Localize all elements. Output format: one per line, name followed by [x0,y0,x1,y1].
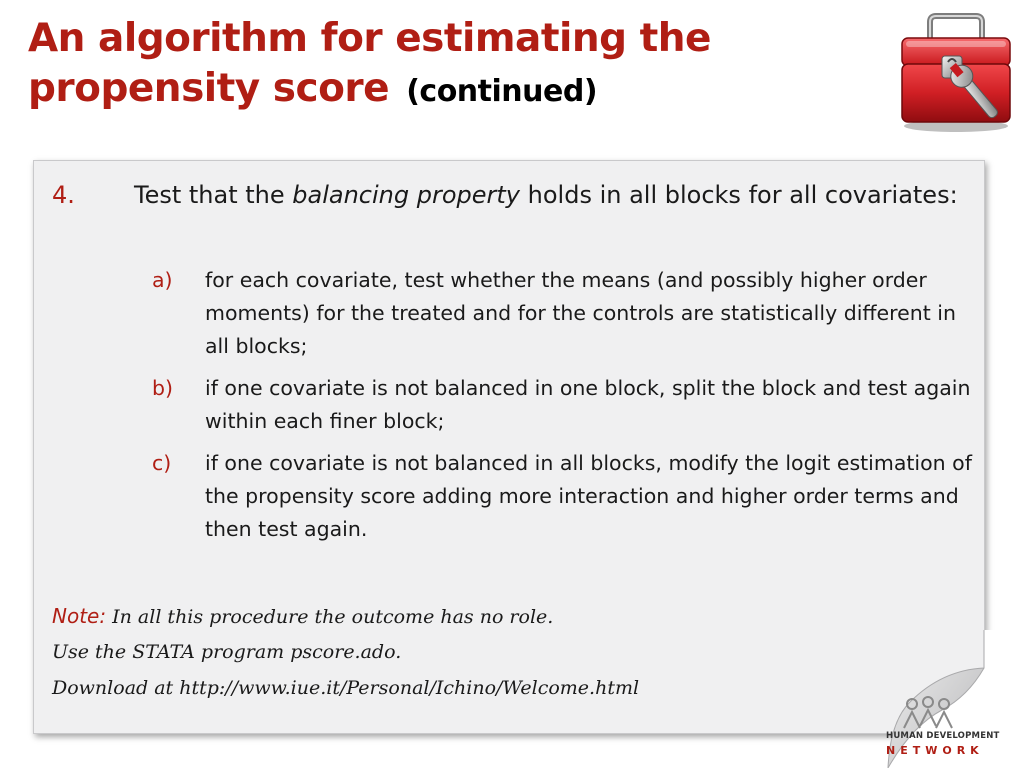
logo-line-2: NETWORK [886,744,984,757]
notes-block [52,598,952,706]
logo-line-1: HUMAN DEVELOPMENT [886,731,1000,741]
people-logo-icon [898,694,968,730]
slide-title-sub: (continued) [406,74,598,109]
list-item-text [134,179,974,212]
sub-item-text: if one covariate is not balanced in all blocks, modify the logit estimation of the propensity score adding more interaction and higher order terms and then test again. [205,451,972,541]
slide-title [28,14,888,117]
sub-item-label: c) [152,451,172,475]
slide-title-main: An algorithm for estimating the propensity score [28,16,711,111]
note-line-3: Download at http://www.iue.it/Personal/Ichino/Welcome.html [52,677,640,699]
sub-list [152,264,972,555]
toolbox-wrench-icon [896,10,1016,134]
item-text-before: Test that the [134,181,293,209]
sub-item-text: if one covariate is not balanced in one block, split the block and test again within each finer block; [205,376,971,433]
sub-item-label: a) [152,268,173,292]
note-label: Note: [52,604,107,628]
sub-list-item [152,447,972,546]
sub-item-text: for each covariate, test whether the means (and possibly higher order moments) for the treated and for the controls are statistically different in all blocks; [205,268,956,358]
item-text-emphasis: balancing property [292,181,521,209]
note-line-1 [52,598,952,634]
sub-list-item [152,372,972,438]
sub-item-label: b) [152,376,174,400]
note-text: In all this procedure the outcome has no role. [106,606,554,628]
sub-list-item [152,264,972,363]
item-text-after: holds in all blocks for all covariates: [520,181,958,209]
list-number: 4. [52,181,75,209]
note-line-2: Use the STATA program pscore.ado. [52,641,402,663]
hdn-logo [884,694,1014,764]
content-card [33,160,985,734]
